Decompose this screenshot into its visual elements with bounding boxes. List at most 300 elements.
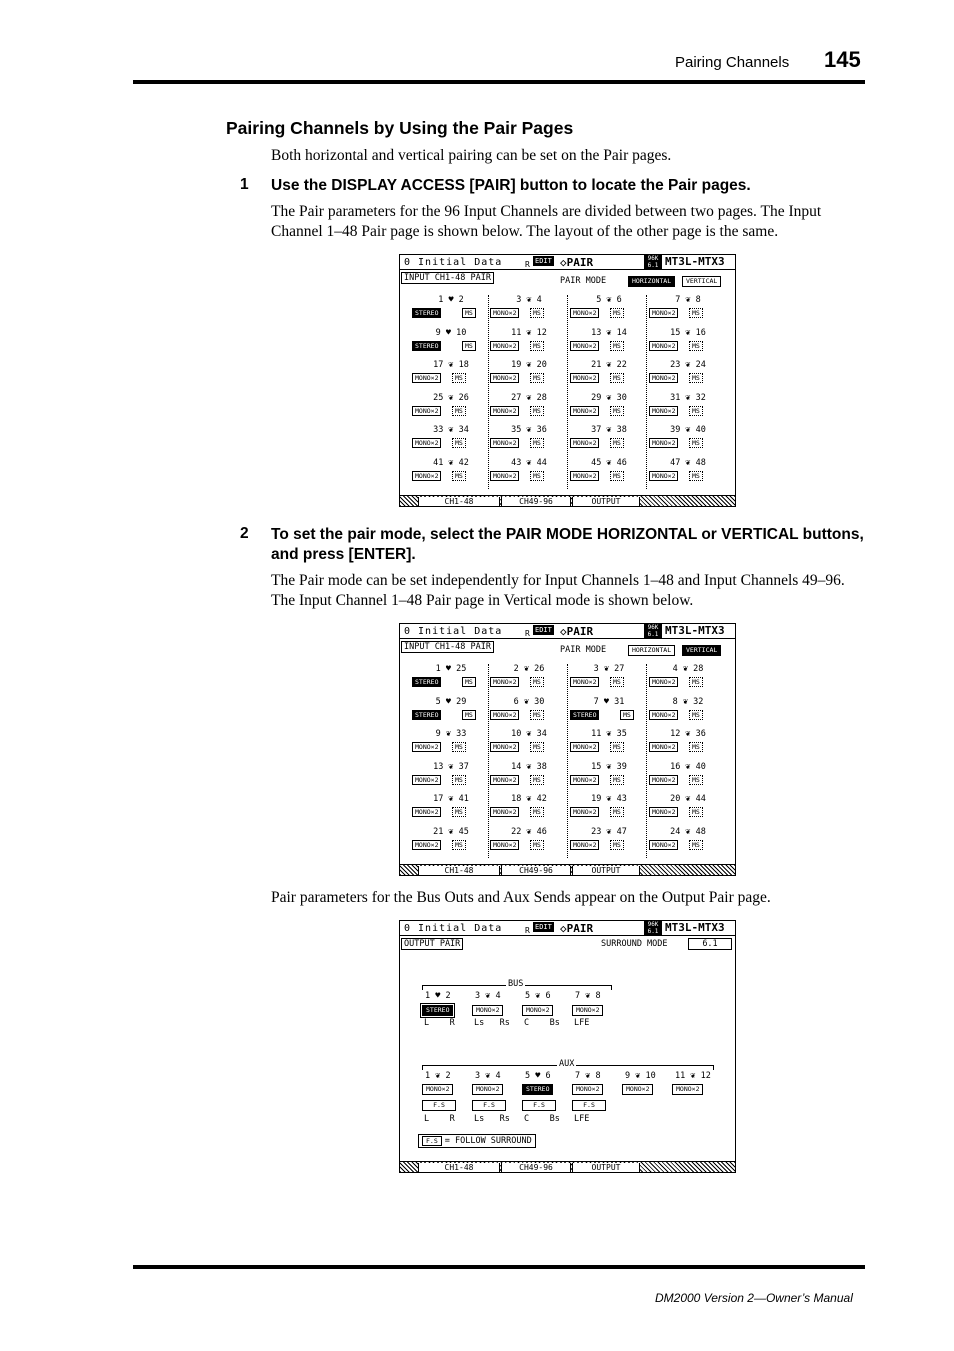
mono-x2-button[interactable]: MONO×2 bbox=[570, 775, 599, 785]
channel-pair-numbers: 3 ❦ 27 bbox=[593, 664, 625, 674]
bus-pair-numbers: 7 ❦ 8 bbox=[575, 991, 601, 1001]
pair-cell bbox=[568, 827, 646, 859]
ms-button[interactable]: MS bbox=[610, 840, 624, 850]
column-divider bbox=[488, 295, 489, 489]
follow-surround-text: = FOLLOW SURROUND bbox=[444, 1136, 532, 1146]
mono-x2-button[interactable]: MONO×2 bbox=[570, 373, 599, 383]
badge-bottom: 6.1 bbox=[647, 928, 659, 935]
channel-pair-numbers: 45 ❦ 46 bbox=[591, 457, 627, 468]
ms-button[interactable]: MS bbox=[689, 406, 703, 416]
pair-cell bbox=[410, 827, 488, 859]
bus-label: BUS bbox=[508, 979, 524, 989]
ms-button[interactable]: MS bbox=[452, 775, 466, 785]
pair-cell bbox=[488, 295, 566, 327]
tab-ch49-96[interactable]: CH49-96 bbox=[501, 1163, 571, 1172]
pair-cell bbox=[568, 729, 646, 761]
mono-x2-button[interactable]: MONO×2 bbox=[570, 471, 599, 481]
intro-text: Both horizontal and vertical pairing can be set on the Pair pages. bbox=[271, 147, 672, 164]
mono-x2-button[interactable]: MONO×2 bbox=[412, 775, 441, 785]
pair-cell bbox=[647, 762, 725, 794]
follow-surround-button[interactable]: F.S bbox=[422, 1100, 456, 1111]
pair-cell bbox=[647, 729, 725, 761]
badge-top: 96K bbox=[647, 255, 659, 262]
pair-cell bbox=[647, 458, 725, 490]
step-2-title: To set the pair mode, select the PAIR MODE HORIZONTAL or VERTICAL buttons, and press [ENTER]. bbox=[271, 526, 864, 563]
title-divider bbox=[400, 269, 735, 270]
channel-pair-numbers: 12 ❦ 36 bbox=[670, 729, 706, 739]
header-rule bbox=[133, 80, 865, 84]
ms-button[interactable]: MS bbox=[610, 471, 624, 481]
mono-x2-button[interactable]: MONO×2 bbox=[649, 742, 678, 752]
step-2-body: The Pair mode can be set independently for Input Channels 1–48 and Input Channels 49–96. The Input Channel 1–48 Pair page in Vertical mode is shown below. bbox=[271, 572, 845, 609]
ms-button[interactable]: MS bbox=[530, 677, 544, 687]
mono-x2-button[interactable]: MONO×2 bbox=[570, 677, 599, 687]
mono-x2-button[interactable]: MONO×2 bbox=[490, 677, 519, 687]
scene-label: 0 Initial Data bbox=[404, 257, 503, 268]
horizontal-button[interactable]: HORIZONTAL bbox=[628, 645, 675, 656]
pair-cell bbox=[410, 729, 488, 761]
ms-button[interactable]: MS bbox=[462, 308, 476, 318]
pair-cell bbox=[410, 425, 488, 457]
follow-surround-button[interactable]: F.S bbox=[522, 1100, 556, 1111]
ms-button[interactable]: MS bbox=[610, 677, 624, 687]
channel-pair-numbers: 15 ❦ 16 bbox=[670, 327, 706, 338]
channel-pair-numbers: 24 ❦ 48 bbox=[670, 826, 706, 837]
mono-x2-button[interactable]: MONO×2 bbox=[572, 1005, 603, 1016]
ms-button[interactable]: MS bbox=[530, 308, 544, 318]
r-indicator: R bbox=[525, 629, 530, 638]
mono-x2-button[interactable]: MONO×2 bbox=[649, 710, 678, 720]
pair-cell bbox=[568, 360, 646, 392]
mono-x2-button[interactable]: MONO×2 bbox=[622, 1084, 653, 1095]
ms-button[interactable]: MS bbox=[452, 406, 466, 416]
pair-cell bbox=[647, 794, 725, 826]
pair-cell bbox=[488, 697, 566, 729]
footer-rule bbox=[133, 1265, 865, 1269]
channel-pair-numbers: 5 ❦ 6 bbox=[596, 295, 622, 305]
pair-cell bbox=[410, 295, 488, 327]
ms-button[interactable]: MS bbox=[530, 807, 544, 817]
mono-x2-button[interactable]: MONO×2 bbox=[672, 1084, 703, 1095]
channel-pair-numbers: 11 ❦ 12 bbox=[511, 327, 547, 338]
pair-cell bbox=[488, 360, 566, 392]
title-divider bbox=[400, 638, 735, 639]
mono-x2-button[interactable]: MONO×2 bbox=[570, 840, 599, 850]
follow-surround-button[interactable]: F.S bbox=[472, 1100, 506, 1111]
channel-pair-numbers: 18 ❦ 42 bbox=[511, 794, 547, 804]
r-indicator: R bbox=[525, 926, 530, 935]
ms-button[interactable]: MS bbox=[530, 406, 544, 416]
ms-button[interactable]: MS bbox=[689, 807, 703, 817]
channel-pair-numbers: 27 ❦ 28 bbox=[511, 392, 547, 403]
ms-button[interactable]: MS bbox=[452, 807, 466, 817]
pair-cell bbox=[488, 328, 566, 360]
ms-button[interactable]: MS bbox=[452, 438, 466, 448]
ms-button[interactable]: MS bbox=[610, 775, 624, 785]
pair-mode-label: PAIR MODE bbox=[560, 645, 607, 655]
pair-cell bbox=[410, 794, 488, 826]
pair-cell bbox=[488, 794, 566, 826]
ms-button[interactable]: MS bbox=[689, 373, 703, 383]
column-divider bbox=[488, 664, 489, 858]
aux-pair-numbers: 5 ♥ 6 bbox=[525, 1071, 551, 1081]
step-1-title: Use the DISPLAY ACCESS [PAIR] button to locate the Pair pages. bbox=[271, 177, 751, 194]
pair-cell bbox=[568, 295, 646, 327]
aux-channel-label: LFE bbox=[574, 1114, 590, 1124]
fs-badge bbox=[644, 624, 662, 638]
scene-label: 0 Initial Data bbox=[404, 923, 503, 934]
ms-button[interactable]: MS bbox=[530, 710, 544, 720]
mono-x2-button[interactable]: MONO×2 bbox=[649, 471, 678, 481]
edit-indicator: EDIT bbox=[535, 257, 552, 265]
channel-pair-numbers: 10 ❦ 34 bbox=[511, 729, 547, 739]
channel-pair-numbers: 19 ❦ 43 bbox=[591, 794, 627, 804]
aux-pair-numbers: 1 ❦ 2 bbox=[425, 1071, 451, 1081]
mono-x2-button[interactable]: MONO×2 bbox=[570, 406, 599, 416]
ms-button[interactable]: MS bbox=[452, 742, 466, 752]
mono-x2-button[interactable]: MONO×2 bbox=[412, 807, 441, 817]
mono-x2-button[interactable]: MONO×2 bbox=[490, 471, 519, 481]
mono-x2-button[interactable]: MONO×2 bbox=[490, 742, 519, 752]
pair-cell bbox=[568, 697, 646, 729]
tab-ch1-48[interactable]: CH1-48 bbox=[418, 866, 500, 875]
pair-cell bbox=[410, 664, 488, 696]
follow-surround-legend bbox=[418, 1134, 536, 1148]
mono-x2-button[interactable]: MONO×2 bbox=[649, 775, 678, 785]
ms-button[interactable]: MS bbox=[452, 840, 466, 850]
pair-cell bbox=[410, 458, 488, 490]
pair-cell bbox=[410, 762, 488, 794]
tab-output[interactable]: OUTPUT bbox=[572, 497, 640, 506]
running-header: Pairing Channels bbox=[675, 54, 790, 71]
tab-strip bbox=[400, 495, 735, 506]
model-label: MT3L-MTX3 bbox=[665, 624, 725, 637]
outro-text: Pair parameters for the Bus Outs and Aux Sends appear on the Output Pair page. bbox=[271, 889, 771, 906]
pair-cell bbox=[568, 762, 646, 794]
lcd-input-pair-horizontal bbox=[399, 254, 736, 507]
scene-label: 0 Initial Data bbox=[404, 626, 503, 637]
stereo-button[interactable]: STEREO bbox=[412, 341, 441, 351]
aux-pair-numbers: 9 ❦ 10 bbox=[625, 1071, 656, 1081]
pair-cell bbox=[647, 295, 725, 327]
channel-pair-numbers: 21 ❦ 22 bbox=[591, 360, 627, 370]
channel-pair-numbers: 47 ❦ 48 bbox=[670, 457, 706, 468]
column-divider bbox=[646, 295, 647, 489]
aux-channel-label: Ls Rs bbox=[474, 1114, 510, 1124]
mono-x2-button[interactable]: MONO×2 bbox=[490, 406, 519, 416]
pair-cell bbox=[647, 827, 725, 859]
channel-pair-numbers: 13 ❦ 37 bbox=[433, 761, 469, 772]
page-subtitle: INPUT CH1-48 PAIR bbox=[401, 272, 494, 284]
page-number: 145 bbox=[824, 47, 861, 72]
channel-pair-numbers: 14 ❦ 38 bbox=[511, 761, 547, 772]
channel-pair-numbers: 41 ❦ 42 bbox=[433, 457, 469, 468]
tab-output[interactable]: OUTPUT bbox=[572, 1163, 640, 1172]
channel-pair-numbers: 33 ❦ 34 bbox=[433, 425, 469, 435]
tab-strip bbox=[400, 864, 735, 875]
bus-channel-label: C Bs bbox=[524, 1018, 560, 1028]
stereo-button[interactable]: STEREO bbox=[412, 308, 441, 318]
mono-x2-button[interactable]: MONO×2 bbox=[570, 742, 599, 752]
ms-button[interactable]: MS bbox=[689, 775, 703, 785]
title-divider bbox=[400, 935, 735, 936]
channel-pair-numbers: 31 ❦ 32 bbox=[670, 392, 706, 403]
pair-cell bbox=[488, 762, 566, 794]
pair-cell bbox=[568, 393, 646, 425]
pair-cell bbox=[488, 664, 566, 696]
mono-x2-button[interactable]: MONO×2 bbox=[572, 1084, 603, 1095]
ms-button[interactable]: MS bbox=[689, 308, 703, 318]
mono-x2-button[interactable]: MONO×2 bbox=[472, 1005, 503, 1016]
ms-button[interactable]: MS bbox=[689, 742, 703, 752]
badge-top: 96K bbox=[647, 624, 659, 631]
fs-badge bbox=[644, 255, 662, 269]
edit-indicator: EDIT bbox=[535, 626, 552, 634]
fs-badge bbox=[644, 921, 662, 935]
column-divider bbox=[646, 664, 647, 858]
channel-pair-numbers: 20 ❦ 44 bbox=[670, 794, 706, 804]
badge-bottom: 6.1 bbox=[647, 262, 659, 269]
footer-text: DM2000 Version 2—Owner’s Manual bbox=[655, 1291, 853, 1305]
channel-pair-numbers: 37 ❦ 38 bbox=[591, 425, 627, 435]
tab-ch1-48[interactable]: CH1-48 bbox=[418, 1163, 500, 1172]
pair-cell bbox=[647, 697, 725, 729]
pair-mode-label: PAIR MODE bbox=[560, 276, 607, 286]
channel-pair-numbers: 15 ❦ 39 bbox=[591, 761, 627, 772]
pair-cell bbox=[410, 697, 488, 729]
pair-cell bbox=[568, 794, 646, 826]
ms-button[interactable]: MS bbox=[689, 471, 703, 481]
mono-x2-button[interactable]: MONO×2 bbox=[490, 308, 519, 318]
channel-pair-numbers: 4 ❦ 28 bbox=[672, 664, 704, 674]
mono-x2-button[interactable]: MONO×2 bbox=[412, 840, 441, 850]
tab-output[interactable]: OUTPUT bbox=[572, 866, 640, 875]
bus-channel-label: Ls Rs bbox=[474, 1018, 510, 1028]
pair-cell bbox=[488, 827, 566, 859]
badge-bottom: 6.1 bbox=[647, 631, 659, 638]
mono-x2-button[interactable]: MONO×2 bbox=[649, 308, 678, 318]
page-subtitle: OUTPUT PAIR bbox=[401, 938, 463, 950]
ms-button[interactable]: MS bbox=[610, 438, 624, 448]
ms-button[interactable]: MS bbox=[530, 373, 544, 383]
tab-strip bbox=[400, 1161, 735, 1172]
model-label: MT3L-MTX3 bbox=[665, 255, 725, 268]
ms-button[interactable]: MS bbox=[462, 710, 476, 720]
mono-x2-button[interactable]: MONO×2 bbox=[570, 807, 599, 817]
ms-button[interactable]: MS bbox=[610, 308, 624, 318]
ms-button[interactable]: MS bbox=[610, 807, 624, 817]
pair-cell bbox=[647, 393, 725, 425]
mono-x2-button[interactable]: MONO×2 bbox=[490, 710, 519, 720]
aux-pair-numbers: 3 ❦ 4 bbox=[475, 1071, 501, 1081]
pair-cell bbox=[488, 393, 566, 425]
lcd-input-pair-vertical bbox=[399, 623, 736, 876]
ms-button[interactable]: MS bbox=[689, 710, 703, 720]
channel-pair-numbers: 29 ❦ 30 bbox=[591, 392, 627, 403]
lcd-output-pair bbox=[399, 920, 736, 1173]
aux-channel-label: L R bbox=[424, 1114, 455, 1124]
channel-pair-numbers: 23 ❦ 24 bbox=[670, 360, 706, 370]
pair-cell bbox=[488, 729, 566, 761]
pair-cell bbox=[568, 664, 646, 696]
channel-pair-numbers: 1 ♥ 2 bbox=[438, 295, 464, 305]
ms-button[interactable]: MS bbox=[689, 341, 703, 351]
page-subtitle: INPUT CH1-48 PAIR bbox=[401, 641, 494, 653]
channel-pair-numbers: 6 ❦ 30 bbox=[513, 696, 545, 707]
page-label: ◇PAIR bbox=[560, 625, 594, 638]
mono-x2-button[interactable]: MONO×2 bbox=[649, 406, 678, 416]
channel-pair-numbers: 21 ❦ 45 bbox=[433, 826, 469, 837]
ms-button[interactable]: MS bbox=[530, 471, 544, 481]
pair-cell bbox=[568, 328, 646, 360]
channel-pair-numbers: 9 ❦ 33 bbox=[435, 729, 467, 739]
ms-button[interactable]: MS bbox=[530, 341, 544, 351]
channel-pair-numbers: 2 ❦ 26 bbox=[513, 664, 545, 674]
pair-cell bbox=[568, 425, 646, 457]
mono-x2-button[interactable]: MONO×2 bbox=[412, 742, 441, 752]
channel-pair-numbers: 8 ❦ 32 bbox=[672, 696, 704, 707]
channel-pair-numbers: 9 ♥ 10 bbox=[435, 327, 467, 338]
ms-button[interactable]: MS bbox=[462, 677, 476, 687]
channel-pair-numbers: 16 ❦ 40 bbox=[670, 761, 706, 772]
ms-button[interactable]: MS bbox=[530, 742, 544, 752]
pair-cell bbox=[647, 328, 725, 360]
channel-pair-numbers: 23 ❦ 47 bbox=[591, 826, 627, 837]
pair-cell bbox=[647, 360, 725, 392]
channel-pair-numbers: 13 ❦ 14 bbox=[591, 327, 627, 338]
pair-cell bbox=[410, 393, 488, 425]
pair-cell bbox=[488, 425, 566, 457]
mono-x2-button[interactable]: MONO×2 bbox=[422, 1084, 453, 1095]
mono-x2-button[interactable]: MONO×2 bbox=[490, 341, 519, 351]
ms-button[interactable]: MS bbox=[530, 775, 544, 785]
bus-pair-numbers: 5 ❦ 6 bbox=[525, 991, 551, 1001]
model-label: MT3L-MTX3 bbox=[665, 921, 725, 934]
step-1-number: 1 bbox=[240, 176, 249, 193]
aux-channel-label: C Bs bbox=[524, 1114, 560, 1124]
channel-pair-numbers: 1 ♥ 25 bbox=[435, 664, 467, 674]
mono-x2-button[interactable]: MONO×2 bbox=[490, 373, 519, 383]
mono-x2-button[interactable]: MONO×2 bbox=[649, 341, 678, 351]
mono-x2-button[interactable]: MONO×2 bbox=[649, 807, 678, 817]
channel-pair-numbers: 43 ❦ 44 bbox=[511, 457, 547, 468]
ms-button[interactable]: MS bbox=[689, 677, 703, 687]
mono-x2-button[interactable]: MONO×2 bbox=[649, 373, 678, 383]
mono-x2-button[interactable]: MONO×2 bbox=[490, 438, 519, 448]
channel-pair-numbers: 35 ❦ 36 bbox=[511, 425, 547, 435]
aux-pair-numbers: 7 ❦ 8 bbox=[575, 1071, 601, 1081]
step-2-number: 2 bbox=[240, 525, 249, 542]
channel-pair-numbers: 11 ❦ 35 bbox=[591, 729, 627, 739]
stereo-button[interactable]: STEREO bbox=[412, 677, 441, 687]
pair-cell bbox=[568, 458, 646, 490]
pair-cell bbox=[410, 360, 488, 392]
ms-button[interactable]: MS bbox=[452, 471, 466, 481]
aux-pair-numbers: 11 ❦ 12 bbox=[675, 1071, 711, 1081]
bus-pair-numbers: 1 ♥ 2 bbox=[425, 991, 451, 1001]
mono-x2-button[interactable]: MONO×2 bbox=[412, 471, 441, 481]
column-divider bbox=[567, 664, 568, 858]
mono-x2-button[interactable]: MONO×2 bbox=[649, 438, 678, 448]
channel-pair-numbers: 17 ❦ 41 bbox=[433, 794, 469, 804]
section-heading: Pairing Channels by Using the Pair Pages bbox=[226, 118, 574, 138]
ms-button[interactable]: MS bbox=[689, 840, 703, 850]
vertical-button[interactable]: VERTICAL bbox=[682, 276, 721, 287]
channel-pair-numbers: 39 ❦ 40 bbox=[670, 425, 706, 435]
ms-button[interactable]: MS bbox=[530, 438, 544, 448]
mono-x2-button[interactable]: MONO×2 bbox=[649, 677, 678, 687]
pair-cell bbox=[488, 458, 566, 490]
channel-pair-numbers: 25 ❦ 26 bbox=[433, 392, 469, 403]
surround-mode-value[interactable]: 6.1 bbox=[688, 938, 732, 950]
channel-pair-numbers: 19 ❦ 20 bbox=[511, 360, 547, 370]
vertical-button[interactable]: VERTICAL bbox=[682, 645, 721, 656]
channel-pair-numbers: 5 ♥ 29 bbox=[435, 696, 467, 707]
ms-button[interactable]: MS bbox=[620, 710, 634, 720]
ms-button[interactable]: MS bbox=[610, 742, 624, 752]
channel-pair-numbers: 3 ❦ 4 bbox=[516, 295, 542, 305]
mono-x2-button[interactable]: MONO×2 bbox=[522, 1005, 553, 1016]
stereo-button[interactable]: STEREO bbox=[570, 710, 599, 720]
horizontal-button[interactable]: HORIZONTAL bbox=[628, 276, 675, 287]
column-divider bbox=[567, 295, 568, 489]
ms-button[interactable]: MS bbox=[610, 406, 624, 416]
bus-pair-numbers: 3 ❦ 4 bbox=[475, 991, 501, 1001]
channel-pair-numbers: 7 ❦ 8 bbox=[675, 295, 701, 305]
ms-button[interactable]: MS bbox=[610, 373, 624, 383]
tab-ch49-96[interactable]: CH49-96 bbox=[501, 866, 571, 875]
channel-pair-numbers: 7 ♥ 31 bbox=[593, 696, 625, 707]
bus-channel-label: LFE bbox=[574, 1018, 590, 1028]
mono-x2-button[interactable]: MONO×2 bbox=[570, 308, 599, 318]
step-1-body: The Pair parameters for the 96 Input Channels are divided between two pages. The Input Channel 1–48 Pair page is shown below. The layout of the other page is the same. bbox=[271, 203, 822, 240]
mono-x2-button[interactable]: MONO×2 bbox=[412, 406, 441, 416]
mono-x2-button[interactable]: MONO×2 bbox=[570, 341, 599, 351]
ms-button[interactable]: MS bbox=[689, 438, 703, 448]
ms-button[interactable]: MS bbox=[452, 373, 466, 383]
mono-x2-button[interactable]: MONO×2 bbox=[490, 775, 519, 785]
ms-button[interactable]: MS bbox=[530, 840, 544, 850]
channel-pair-numbers: 17 ❦ 18 bbox=[433, 360, 469, 370]
pair-cell bbox=[647, 425, 725, 457]
page-label: ◇PAIR bbox=[560, 922, 594, 935]
stereo-button[interactable]: STEREO bbox=[522, 1084, 553, 1095]
mono-x2-button[interactable]: MONO×2 bbox=[570, 438, 599, 448]
pair-cell bbox=[647, 664, 725, 696]
aux-label: AUX bbox=[559, 1059, 575, 1069]
mono-x2-button[interactable]: MONO×2 bbox=[490, 840, 519, 850]
stereo-button[interactable]: STEREO bbox=[412, 710, 441, 720]
bus-channel-label: L R bbox=[424, 1018, 455, 1028]
mono-x2-button[interactable]: MONO×2 bbox=[412, 373, 441, 383]
ms-button[interactable]: MS bbox=[462, 341, 476, 351]
edit-indicator: EDIT bbox=[535, 923, 552, 931]
follow-surround-button[interactable]: F.S bbox=[572, 1100, 606, 1111]
page-label: ◇PAIR bbox=[560, 256, 594, 269]
mono-x2-button[interactable]: MONO×2 bbox=[472, 1084, 503, 1095]
surround-mode-label: SURROUND MODE bbox=[601, 939, 668, 949]
badge-top: 96K bbox=[647, 921, 659, 928]
mono-x2-button[interactable]: MONO×2 bbox=[649, 840, 678, 850]
r-indicator: R bbox=[525, 260, 530, 269]
mono-x2-button[interactable]: MONO×2 bbox=[490, 807, 519, 817]
tab-ch49-96[interactable]: CH49-96 bbox=[501, 497, 571, 506]
tab-ch1-48[interactable]: CH1-48 bbox=[418, 497, 500, 506]
ms-button[interactable]: MS bbox=[610, 341, 624, 351]
stereo-button[interactable]: STEREO bbox=[422, 1005, 453, 1016]
pair-cell bbox=[410, 328, 488, 360]
mono-x2-button[interactable]: MONO×2 bbox=[412, 438, 441, 448]
